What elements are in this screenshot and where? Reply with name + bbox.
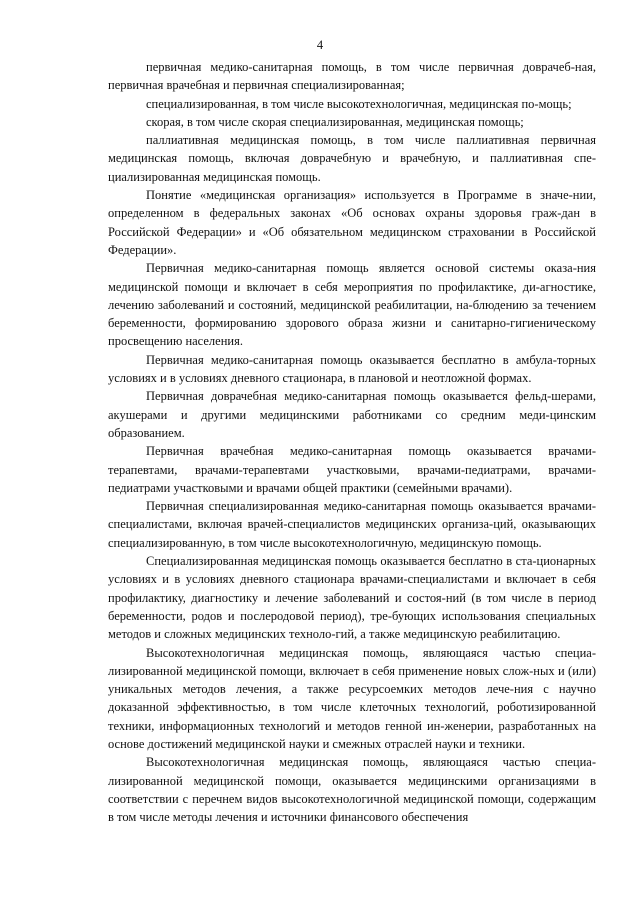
page-number: 4	[316, 38, 324, 52]
paragraph-9: Первичная врачебная медико-санитарная помощь оказывается врачами-терапевтами, врачами-терапевтами участковыми, врачами-педиатрами, врачами-педиатрами участковыми и врачами общей практики (семейными врачами).	[108, 444, 596, 495]
body-text	[108, 58, 596, 826]
paragraph-8: Первичная доврачебная медико-санитарная помощь оказывается фельд-шерами, акушерами и другими медицинскими работниками со средним меди-цинским образованием.	[108, 389, 596, 440]
paragraph-11: Специализированная медицинская помощь оказывается бесплатно в ста-ционарных условиях и в условиях дневного стационара врачами-специалистами и включает в себя профилактику, диагностику и лечение заболеваний и состоя-ний (в том числе в период беременности, родов и послеродовой период), тре-бующих использования специальных методов и сложных медицинских техноло-гий, а также медицинскую реабилитацию.	[108, 554, 596, 642]
paragraph-12: Высокотехнологичная медицинская помощь, являющаяся частью специа-лизированной медицинской помощи, включает в себя применение новых слож-ных и (или) уникальных методов лечения, а также ресурсоемких методов лече-ния с научно доказанной эффективностью, в том числе клеточных технологий, роботизированной техники, информационных технологий и методов генной ин-женерии, разработанных на основе достижений медицинской науки и смежных отраслей науки и техники.	[108, 645, 596, 751]
paragraph-5: Понятие «медицинская организация» используется в Программе в значе-нии, определенном в федеральных законах «Об основах охраны здоровья граж-дан в Российской Федерации» и «Об обязательном медицинском страховании в Российской Федерации».	[108, 188, 596, 257]
paragraph-7: Первичная медико-санитарная помощь оказывается бесплатно в амбула-торных условиях и в условиях дневного стационара, в плановой и неотложной формах.	[108, 352, 596, 386]
paragraph-3: скорая, в том числе скорая специализированная, медицинская помощь;	[146, 114, 524, 129]
paragraph-2: специализированная, в том числе высокотехнологичная, медицинская по-мощь;	[146, 96, 572, 111]
paragraph-10: Первичная специализированная медико-санитарная помощь оказывается врачами-специалистами, включая врачей-специалистов медицинских организа-ций, оказывающих специализированную, в том числе высокотехнологичную, медицинскую помощь.	[108, 499, 596, 550]
paragraph-1: первичная медико-санитарная помощь, в том числе первичная доврачеб-ная, первичная врачебная и первичная специализированная;	[108, 60, 596, 93]
paragraph-13: Высокотехнологичная медицинская помощь, являющаяся частью специа-лизированной медицинской помощи, оказывается медицинскими организациями в соответствии с перечнем видов высокотехнологичной медицинской помощи, содержащим в том числе методы лечения и источники финансового обеспечения	[108, 755, 596, 825]
paragraph-6: Первичная медико-санитарная помощь является основой системы оказа-ния медицинской помощи и включает в себя мероприятия по профилактике, ди-агностике, лечению заболеваний и состояний, медицинской реабилитации, на-блюдению за течением беременности, формированию здорового образа жизни и санитарно-гигиеническому просвещению населения.	[108, 261, 596, 349]
paragraph-4: паллиативная медицинская помощь, в том числе паллиативная первичная медицинская помощь, включая доврачебную и врачебную, и паллиативная спе-циализированная медицинская помощь.	[108, 133, 596, 184]
